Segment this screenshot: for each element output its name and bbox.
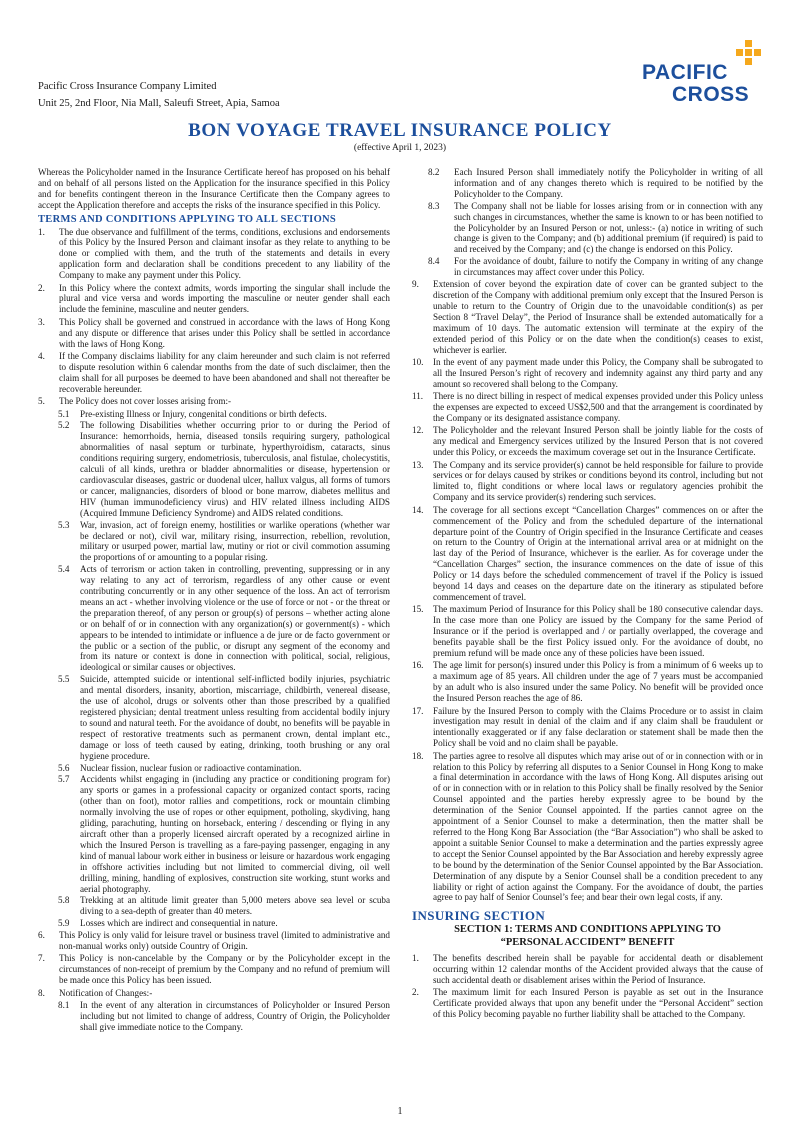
sub-item-number: 5.3 — [58, 519, 70, 530]
item-text: The parties agree to resolve all disputes which may arise out of or in connection with or in relation to this Policy by referring all disputes to a Senior Counsel in Hong Kong to make a final determination in accordance with the laws of Hong Kong. All disputes arising out of or in connection with or in relation to this Policy shall be finally resolved by the Senior Counsel appointed and the parties hereby expressly agree to be bound by the determination of the Senior Counsel appointed. If the parties cannot agree on the appointment of a Senior Counsel to make a determination, then the matter shall be referred to the Hong Kong Bar Association (the “Bar Association”) who shall be asked to appoint a suitable Senior Counsel to make a determination and the parties expressly agree to accept the Senior Counsel appointed by the Bar Association and hereby expressly agree to be bound by the determination of the Senior Counsel appointed by the Bar Association. Determination of any dispute by a Senior Counsel shall be a condition precedent to any liability or right of action against the Company. For the avoidance of doubt, the parties agree to pay half of Senior Counsel’s fee; and bear their own legal costs, if any. — [433, 750, 763, 903]
list-item — [38, 953, 390, 986]
item5-sublist — [38, 409, 390, 930]
item-number: 14. — [412, 504, 424, 515]
sub-item — [38, 409, 390, 420]
pacific-cross-logo — [642, 40, 762, 110]
list-item — [38, 317, 390, 350]
sub-item-text: The following Disabilities whether occurring prior to or during the Period of Insurance: hemorrhoids, hernia, diseased tonsils requiring surgery, pathological abnormalities of nasal septum or turbinate, hyperthyroidism, cataracts, sinus conditions requiring surgery, endometriosis, tuberculosis, anal fistulae, cholecystitis, calculi of all kinds, urethra or bladder abnormalities or disease, hypertension or cardiovascular diseases, gastric or duodenal ulcer, hallux valgus, all forms of tumors or cancer, malignancies, disorders of blood or bone marrow, diabetes mellitus and HIV (human immunodeficiency virus) and HIV related illness including AIDS (Acquired Immune Deficiency Syndrome) and AIDS related conditions. — [80, 420, 390, 518]
item-number: 11. — [412, 391, 424, 402]
item-number: 8. — [38, 987, 45, 998]
item-number: 16. — [412, 660, 424, 671]
list-item — [412, 953, 763, 986]
section1-title — [412, 923, 763, 949]
sub-item-number: 8.2 — [428, 167, 440, 177]
right-column — [412, 167, 763, 1022]
sub-item — [38, 674, 390, 761]
left-column — [38, 167, 390, 1034]
sub-item — [38, 420, 390, 518]
items-list-c — [412, 279, 763, 903]
item-text: The Policyholder and the relevant Insured Person shall be jointly liable for the costs of any medical and Emergency services utilized by the Insured Person that is not covered under this Policy, or exceeds the maximum coverage set out in the Insurance Certificate. — [433, 425, 763, 458]
sub-item — [412, 201, 763, 256]
sub-item-number: 5.2 — [58, 420, 70, 431]
items-list-b — [38, 930, 390, 998]
list-item — [412, 604, 763, 659]
items-list-a — [38, 227, 390, 408]
sub-item-number: 5.1 — [58, 408, 70, 419]
sub-item-number: 5.4 — [58, 564, 70, 575]
company-address: Unit 25, 2nd Floor, Nia Mall, Saleufi Street, Apia, Samoa — [38, 98, 280, 109]
sub-item-number: 8.3 — [428, 200, 440, 211]
item-text: If the Company disclaims liability for any claim hereunder and such claim is not referred to dispute resolution within 6 calendar months from the date of such disclaimer, then the claim shall for all purposes be deemed to have been abandoned and shall not thereafter be recoverable hereunder. — [59, 351, 390, 394]
item-text: The Company and its service provider(s) cannot be held responsible for failure to provide services or for delays caused by strikes or conditions beyond its control, including but not limited to, flight conditions or where local laws or regulatory agencies prohibit the Company and its service provider(s) rendering such services. — [433, 459, 763, 503]
list-item — [412, 460, 763, 504]
sub-item-text: Nuclear fission, nuclear fusion or radioactive contamination. — [80, 762, 302, 773]
item8-sublist-left — [38, 1000, 390, 1033]
item-number: 5. — [38, 396, 45, 407]
effective-date: (effective April 1, 2023) — [353, 143, 447, 153]
sub-item — [412, 256, 763, 278]
sub-item-number: 8.4 — [428, 256, 440, 267]
item-text: This Policy is only valid for leisure travel or business travel (limited to administrative and non-manual works only) outside Country of Origin. — [59, 930, 390, 952]
item-number: 3. — [38, 316, 45, 327]
list-item — [412, 706, 763, 750]
item-text: Notification of Changes:- — [59, 987, 153, 998]
item-number: 4. — [38, 351, 45, 361]
list-item — [38, 351, 390, 395]
list-item — [38, 283, 390, 316]
sub-item-text: Suicide, attempted suicide or intentional self-inflicted bodily injuries, psychiatric and mental disorders, insanity, abortion, miscarriage, childbirth, venereal disease, the use of alcohol, drugs or solvents other than those prescribed by a qualified registered physician; dental treatment unless resulting from accidental bodily injury to sound and natural teeth. For the avoidance of doubt, no benefits will be payable in respect of restorative treatments such as permanent crown, dental implant etc., damage or loss of teeth caused by eating, drinking, tooth brushing or any oral hygiene procedure. — [80, 674, 390, 761]
item-text: The benefits described herein shall be payable for accidental death or disablement occurring within 12 calendar months of the Accident provided always that the cause of such accidental death or disablement arises within the Period of Insurance. — [433, 953, 763, 986]
sub-item — [38, 918, 390, 929]
list-item — [412, 279, 763, 355]
sub-item-number: 8.1 — [58, 1000, 70, 1011]
sub-item-text: The Company shall not be liable for losses arising from or in connection with any such changes in circumstances, whether the same is known to or has been notified to the Policyholder by an Insured Person or not, unless:- (a) notice in writing of such change is given to the Company; and (b) additional premium (if required) is paid to and received by the Company; and (c) the change is endorsed on this Policy. — [454, 200, 763, 255]
sub-item-number: 5.9 — [58, 918, 70, 929]
sub-item-number: 5.5 — [58, 674, 70, 685]
list-item — [38, 396, 390, 407]
item-number: 18. — [412, 750, 424, 761]
page-number: 1 — [397, 1106, 403, 1117]
item-number: 17. — [412, 705, 424, 716]
company-block — [38, 78, 280, 112]
list-item — [412, 357, 763, 390]
list-item — [412, 505, 763, 603]
sub-item — [412, 167, 763, 200]
sub-item-text: For the avoidance of doubt, failure to notify the Company in writing of any change in circumstances may affect cover under this Policy. — [454, 256, 763, 278]
item-text: The maximum Period of Insurance for this Policy shall be 180 consecutive calendar days. In the case more than one Policy are issued by the Company for the same Period of Insurance or if the period is overlapped and / or partially overlapped, the coverage and benefits payable shall be the first Policy issued only. For the avoidance of doubt, no premium refund will be made once any of these policies have been issued. — [433, 604, 763, 658]
logo-word-cross: CROSS — [672, 83, 750, 106]
item-number: 9. — [412, 279, 419, 290]
cross-icon — [736, 40, 762, 66]
sub-item — [38, 774, 390, 894]
section1-title-line1: SECTION 1: TERMS AND CONDITIONS APPLYING TO — [454, 924, 721, 936]
sub-item-text: Pre-existing Illness or Injury, congenital conditions or birth defects. — [80, 408, 327, 419]
section1-title-line2: “PERSONAL ACCIDENT” BENEFIT — [500, 937, 675, 949]
list-item — [38, 988, 390, 999]
item-text: There is no direct billing in respect of medical expenses provided under this Policy unless the expenses are expected to exceed US$2,500 and that the arrangement is coordinated by the Company or its designated assistance company. — [433, 391, 763, 423]
item-number: 13. — [412, 459, 424, 470]
item-text: The maximum limit for each Insured Person is payable as set out in the Insurance Certificate provided always that upon any benefit under the “Personal Accident” section of this Policy becoming payable no further liability shall be attached to the Company. — [433, 987, 763, 1020]
item-text: The age limit for person(s) insured under this Policy is from a minimum of 6 weeks up to a maximum age of 85 years. All children under the age of 7 years must be accompanied by an adult who is also insured under the same Policy. No benefit will be provided once the Insured Person reaches the age of 86. — [433, 660, 763, 704]
sub-item — [38, 895, 390, 917]
item-number: 12. — [412, 425, 424, 436]
item-text: Failure by the Insured Person to comply with the Claims Procedure or to assist in claim investigation may result in denial of the claim and if any claim shall be fraudulent or intentionally exaggerated or if any false declaration or statement shall be made then the Policy shall be void and no claim shall be payable. — [433, 705, 763, 749]
sub-item-text: Losses which are indirect and consequential in nature. — [80, 918, 278, 929]
sub-item-text: Each Insured Person shall immediately notify the Policyholder in writing of all information and of any changes thereto which is required to be notified by the Policyholder to the Company. — [454, 167, 763, 199]
item-number: 1. — [38, 226, 45, 237]
company-name: Pacific Cross Insurance Company Limited — [38, 81, 217, 92]
sub-item-number: 5.7 — [58, 774, 70, 785]
insuring-section-heading: INSURING SECTION — [412, 908, 546, 924]
item8-sublist-right — [412, 167, 763, 278]
item-number: 2. — [38, 282, 45, 293]
item-text: This Policy is non-cancelable by the Company or by the Policyholder except in the circumstances of non-receipt of premium by the Company and no refund of premium will be made once this Policy has been issued. — [59, 953, 390, 986]
item-number: 7. — [38, 953, 45, 964]
list-item — [412, 987, 763, 1020]
item-number: 10. — [412, 356, 424, 367]
logo-word-pacific: PACIFIC — [642, 61, 728, 84]
sub-item-text: Accidents whilst engaging in (including any practice or conditioning program for) any sports or games in a professional capacity or organized contact sports, racing (other than on foot), motor rallies and competitions, rock or mountain climbing normally involving the use of ropes or other equipment, potholing, skydiving, hang gliding, parachuting, hunting on horseback, entering / descending or flying in any aircraft other than a properly licensed aircraft operated by a recognized airline in which the Insured Person is travelling as a fare-paying passenger, engaging in any kind of manual labour work either in business or leisure or hazardous work engaging in offshore activities including but not limited to commercial diving, oil well drilling, mining, handling of explosives, construction site working, stunt works and aerial photography. — [80, 774, 390, 894]
policy-title: BON VOYAGE TRAVEL INSURANCE POLICY — [188, 120, 612, 141]
sub-item-text: War, invasion, act of foreign enemy, hostilities or warlike operations (whether war be declared or not), civil war, military rising, insurrection, rebellion, revolution, military or usurped power, martial law, mutiny or riot or civil commotion assuming the proportions of or amounting to a popular rising. — [80, 519, 390, 563]
item-text: The due observance and fulfillment of the terms, conditions, exclusions and endorsements of this Policy by the Insured Person and claimant insofar as they relate to anything to be done or complied with them, and the truth of the statements and details in every application form and declaration shall be conditions precedent to any liability of the Company to make any payment under this Policy. — [59, 226, 390, 281]
list-item — [412, 751, 763, 904]
intro-paragraph: Whereas the Policyholder named in the Insurance Certificate hereof has proposed on his behalf and on behalf of all persons listed on the Application for the insurance specified in this Policy and for benefits contingent thereon in the Insurance Certificate then the Company agrees to accept the Application therefore and accepts the risks of the insurance specified in this Policy. — [38, 167, 390, 210]
sub-item — [38, 1000, 390, 1033]
sub-item — [38, 564, 390, 673]
item-text: The Policy does not cover losses arising from:- — [59, 396, 232, 407]
sub-item-text: Acts of terrorism or action taken in controlling, preventing, suppressing or in any way relating to any act of terrorism, regardless of any other cause or event contributing concurrently or in any other sequence of the loss. An act of terrorism means an act - whether involving violence or the use of force or not - or the threat or the preparation thereof, of any person or group(s) of persons – whether acting alone or on behalf of or in connection with any organization(s) or government(s) - which appears to be intended to intimidate or influence a de jure or de facto government or the public or a section of the public, or disrupt any segment of the economy and from its nature or context is done in connection with political, social, religious, ideological or similar causes or objectives. — [80, 564, 390, 673]
list-item — [412, 391, 763, 424]
item-text: The coverage for all sections except “Cancellation Charges” commences on or after the commencement of the Policy and from the scheduled departure of the international departure point of the Country of Origin specified in the Insurance Certificate and ceases on return to the Country of Origin at the international arrival area or at midnight on the last day of the Period of Insurance, whichever is the earlier. As for coverage under the “Cancellation Charges” section, the insurance commences on the date of issue of this Policy or 14 days before the scheduled commencement of travel if the Policy is issued beyond 14 days and ceases on the departure date on the itinerary as stipulated before commencement of travel. — [433, 504, 763, 602]
item-text: This Policy shall be governed and construed in accordance with the laws of Hong Kong and any dispute or difference that arises under this Policy shall be settled in accordance with the laws of Hong Kong. — [59, 316, 390, 349]
terms-heading: TERMS AND CONDITIONS APPLYING TO ALL SECTIONS — [38, 213, 337, 225]
sub-item-text: Trekking at an altitude limit greater than 5,000 meters above sea level or scuba diving to a sea-depth of greater than 40 meters. — [80, 895, 390, 917]
section1-list — [412, 953, 763, 1020]
sub-item-number: 5.8 — [58, 895, 70, 906]
item-text: In this Policy where the context admits, words importing the singular shall include the plural and vice versa and words importing the masculine or neuter gender shall each include the feminine, masculine and neuter genders. — [59, 282, 390, 315]
item-number: 2. — [412, 987, 419, 998]
list-item — [38, 227, 390, 282]
item-number: 15. — [412, 604, 424, 615]
list-item — [38, 930, 390, 952]
item-number: 6. — [38, 930, 45, 941]
list-item — [412, 425, 763, 458]
sub-item-number: 5.6 — [58, 762, 70, 773]
sub-item — [38, 520, 390, 564]
item-number: 1. — [412, 953, 419, 964]
item-text: In the event of any payment made under this Policy, the Company shall be subrogated to all the Insured Person’s right of recovery and indemnity against any third party and any amount so recovered shall belong to the Company. — [433, 356, 763, 389]
item-text: Extension of cover beyond the expiration date of cover can be granted subject to the discretion of the Company with additional premium only except that the Insured Person is unable to return to the Country of Origin due to the unavoidable condition(s) as per Section 8 “Travel Delay”, the Period of Insurance shall be extended automatically for a maximum of 10 days. The automatic extension will terminate at the expiry of the extended period of this Policy or on the date when the condition(s) ceases to exist, whichever is earlier. — [433, 279, 763, 355]
sub-item-text: In the event of any alteration in circumstances of Policyholder or Insured Person including but not limited to change of address, Country of Origin, the Policyholder shall give immediate notice to the Company. — [80, 1000, 390, 1032]
list-item — [412, 660, 763, 704]
sub-item — [38, 763, 390, 774]
